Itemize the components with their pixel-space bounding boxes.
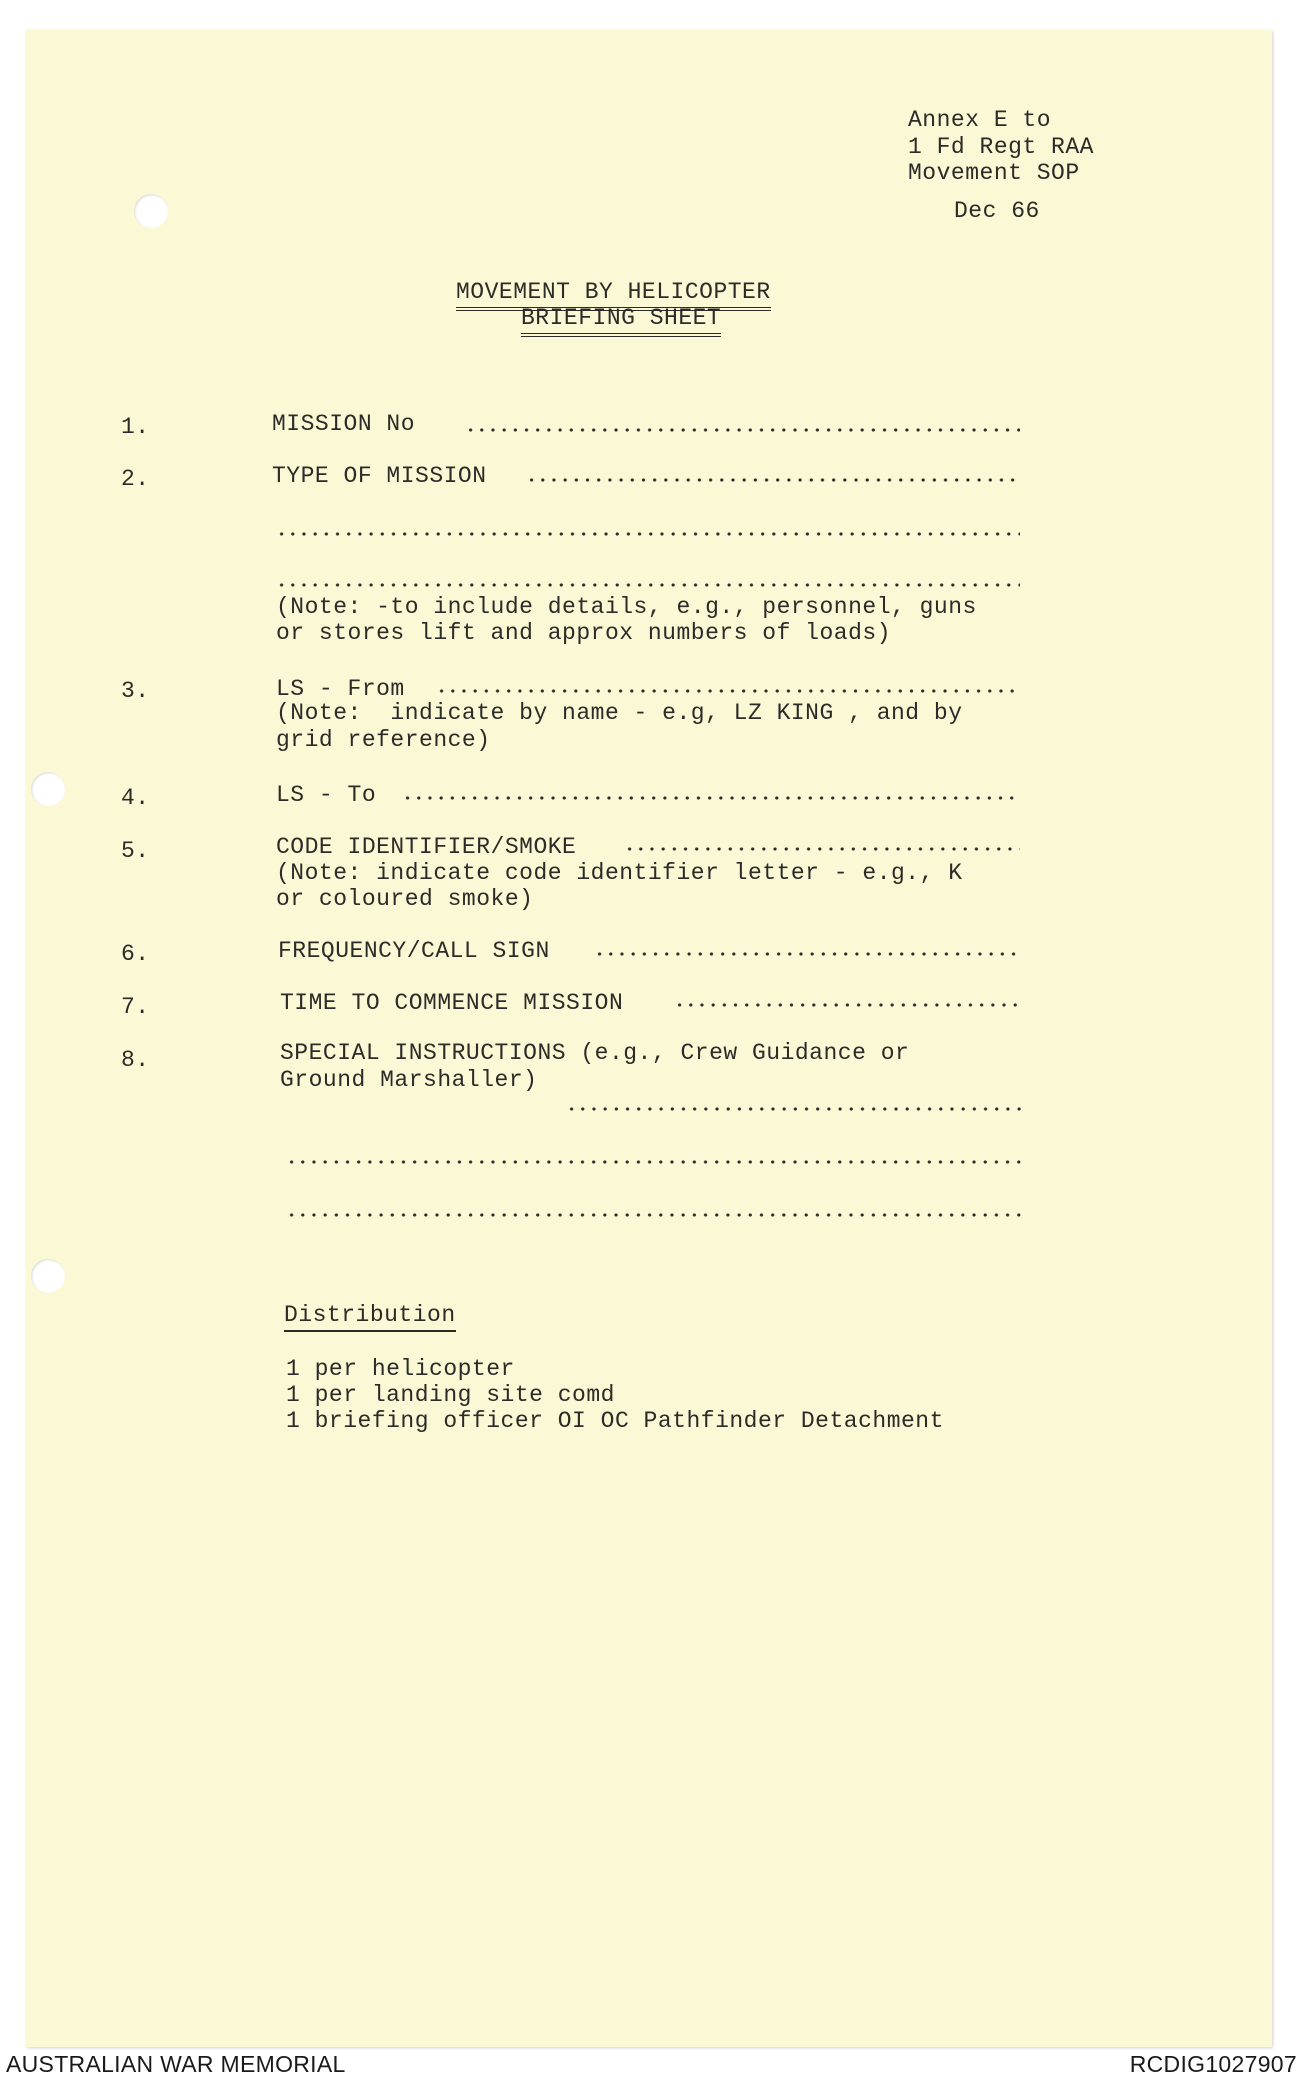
item-6-number: 6. — [121, 941, 150, 967]
item-5-note-line-2: or coloured smoke) — [276, 886, 534, 912]
annex-date: Dec 66 — [954, 198, 1040, 224]
punch-hole-bottom — [31, 1259, 65, 1293]
annex-line-2: 1 Fd Regt RAA — [908, 134, 1094, 160]
item-7-dotted-field[interactable] — [674, 1003, 1020, 1007]
item-5-label: CODE IDENTIFIER/SMOKE — [276, 834, 577, 860]
item-6-label: FREQUENCY/CALL SIGN — [278, 938, 550, 964]
footer-record-id: RCDIG1027907 — [1129, 2051, 1297, 2077]
distribution-heading: Distribution — [284, 1302, 456, 1332]
distribution-line-3: 1 briefing officer OI OC Pathfinder Detachment — [286, 1408, 944, 1434]
footer-archive-name: AUSTRALIAN WAR MEMORIAL — [6, 2051, 346, 2077]
item-5-number: 5. — [121, 838, 150, 864]
annex-line-3: Movement SOP — [908, 160, 1080, 186]
item-6-dotted-field[interactable] — [594, 952, 1020, 956]
item-1-label: MISSION No — [272, 411, 416, 437]
item-2-note-line-1: (Note: -to include details, e.g., personnel, guns — [276, 594, 977, 620]
title-line-2: BRIEFING SHEET — [521, 305, 721, 337]
punch-hole-top — [134, 194, 168, 228]
item-7-number: 7. — [121, 994, 150, 1020]
item-3-number: 3. — [121, 678, 150, 704]
item-3-label: LS - From — [276, 676, 405, 702]
item-3-dotted-field[interactable] — [436, 689, 1020, 693]
item-8-dotted-line-3[interactable] — [286, 1213, 1022, 1217]
item-3-note-line-1: (Note: indicate by name - e.g, LZ KING , and by — [276, 700, 963, 726]
item-8-number: 8. — [121, 1047, 150, 1073]
distribution-line-2: 1 per landing site comd — [286, 1382, 615, 1408]
item-2-label: TYPE OF MISSION — [272, 463, 487, 489]
item-4-dotted-field[interactable] — [402, 796, 1020, 800]
item-3-note-line-2: grid reference) — [276, 727, 491, 753]
item-1-number: 1. — [121, 414, 150, 440]
item-8-label: SPECIAL INSTRUCTIONS (e.g., Crew Guidance or — [280, 1040, 910, 1066]
item-2-dotted-field[interactable] — [526, 478, 1020, 482]
distribution-line-1: 1 per helicopter — [286, 1356, 515, 1382]
item-4-label: LS - To — [276, 782, 377, 808]
item-8-dotted-line-2[interactable] — [286, 1160, 1022, 1164]
item-2-dotted-line-3[interactable] — [276, 583, 1020, 587]
item-5-note-line-1: (Note: indicate code identifier letter - e.g., K — [276, 860, 963, 886]
item-2-dotted-line-2[interactable] — [276, 532, 1020, 536]
item-5-dotted-field[interactable] — [624, 847, 1020, 851]
item-7-label: TIME TO COMMENCE MISSION — [280, 990, 624, 1016]
item-2-note-line-2: or stores lift and approx numbers of loads) — [276, 620, 891, 646]
item-1-dotted-field[interactable] — [465, 428, 1020, 432]
punch-hole-middle — [31, 772, 65, 806]
item-8-label-line-2: Ground Marshaller) — [280, 1067, 538, 1093]
annex-line-1: Annex E to — [908, 107, 1052, 133]
item-8-dotted-line-1[interactable] — [566, 1107, 1022, 1111]
title-line-1: MOVEMENT BY HELICOPTER — [456, 279, 771, 311]
item-2-number: 2. — [121, 466, 150, 492]
item-4-number: 4. — [121, 785, 150, 811]
